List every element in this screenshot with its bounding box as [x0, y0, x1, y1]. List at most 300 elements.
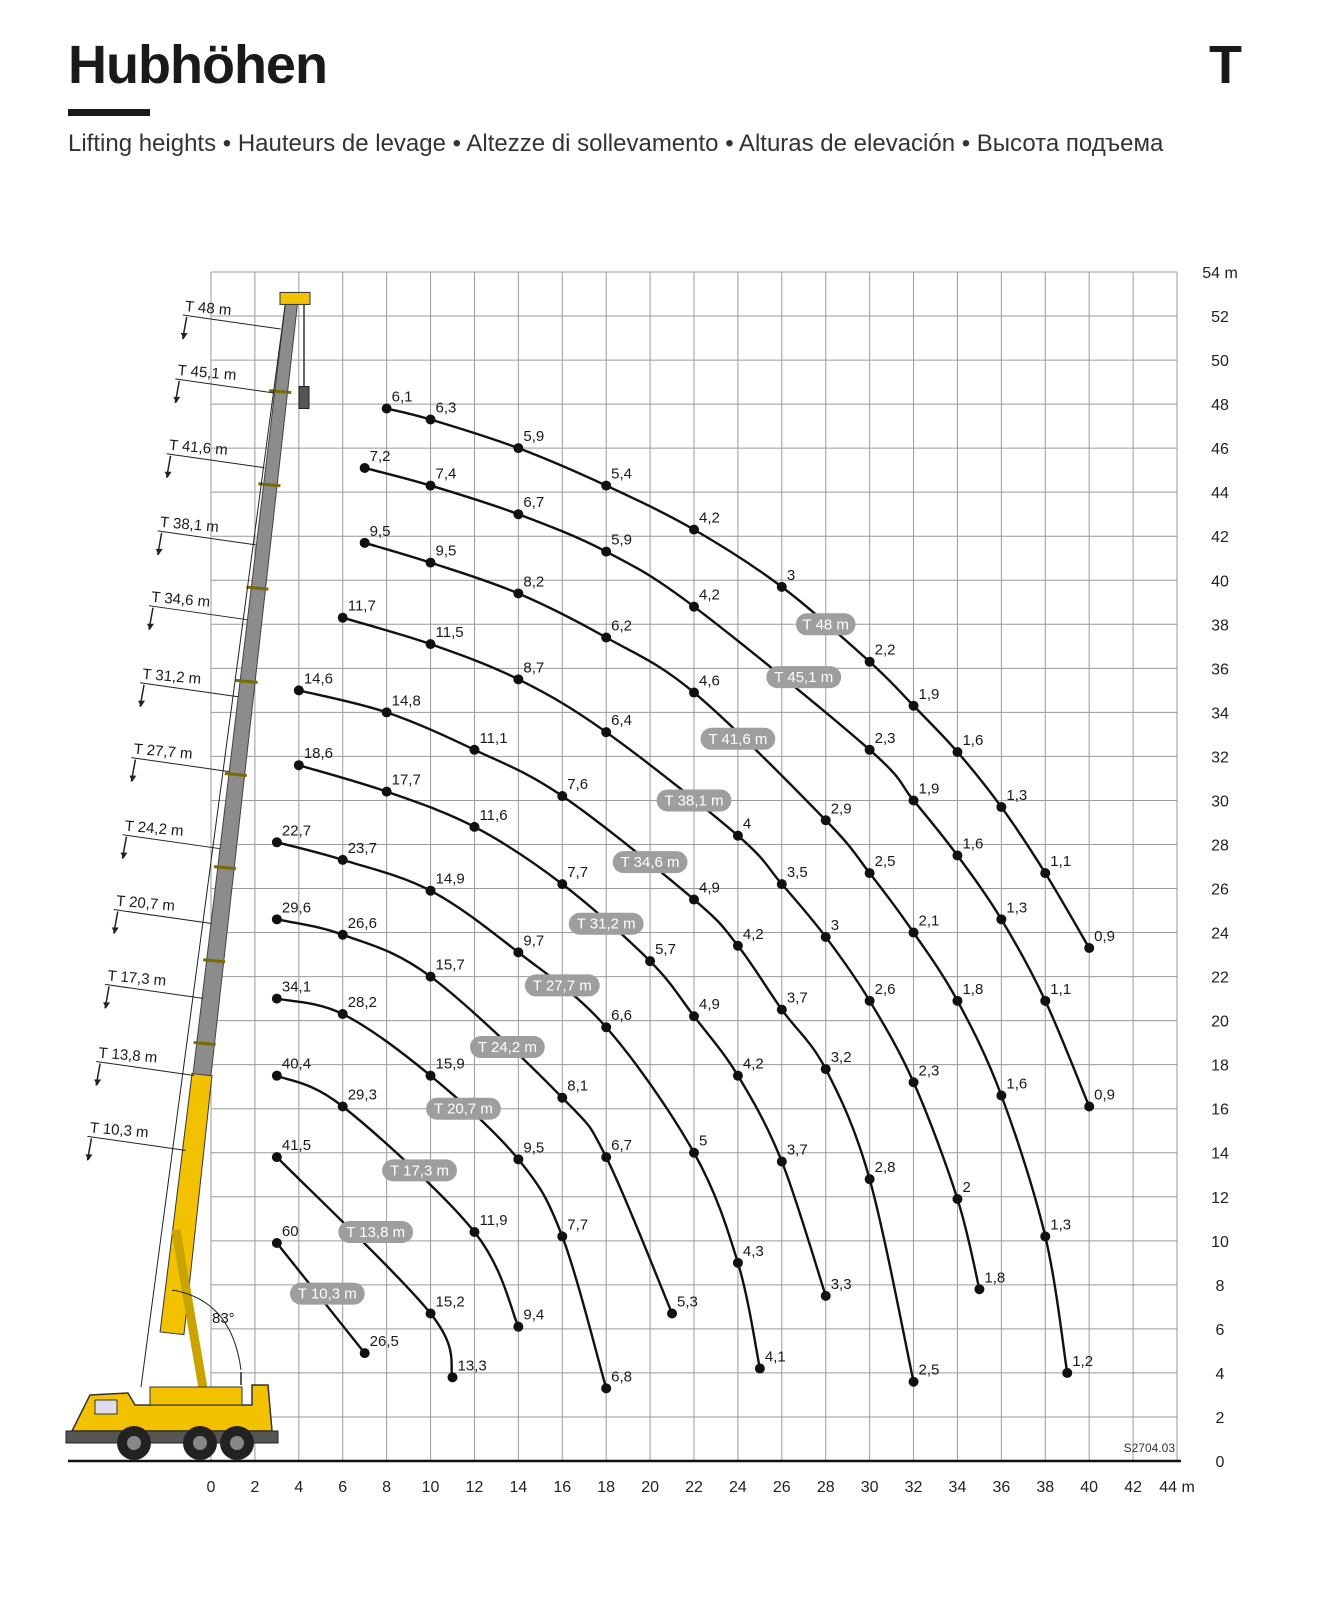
curve-point [777, 1157, 787, 1167]
boom-collar [236, 680, 258, 682]
curve-point [557, 879, 567, 889]
curve-point [777, 582, 787, 592]
curve-point-label: 9,5 [369, 522, 391, 540]
curve-label-text: T 27,7 m [532, 977, 592, 995]
curve-point-label: 26,5 [369, 1333, 399, 1351]
y-tick-label: 30 [1211, 793, 1229, 811]
curve-point [667, 1308, 677, 1318]
y-tick-label: 16 [1211, 1101, 1229, 1119]
x-tick-label: 10 [421, 1479, 440, 1496]
curve-point-label: 1,9 [918, 780, 940, 798]
curve-point [909, 928, 919, 938]
curve-point [1084, 943, 1094, 953]
x-tick-label: 22 [685, 1479, 703, 1496]
curve-label-text: T 13,8 m [346, 1224, 406, 1242]
curve-label-text: T 17,3 m [390, 1162, 450, 1180]
y-tick-label: 4 [1215, 1365, 1225, 1383]
curve-point [338, 613, 348, 623]
curve-line [277, 1157, 453, 1377]
boom-head [280, 292, 310, 304]
curve-point [952, 747, 962, 757]
curve-point-label: 5,9 [523, 428, 545, 446]
curve-point-label: 3,7 [786, 989, 808, 1007]
curve-point-label: 9,5 [523, 1139, 545, 1157]
curve-point-label: 29,6 [281, 899, 312, 917]
curve-point-label: 4,2 [742, 1055, 764, 1073]
boom-length-label: T 48 m [184, 298, 233, 320]
curve-label-text: T 45,1 m [774, 669, 834, 687]
wheel-hub [127, 1436, 141, 1450]
curve-point [448, 1372, 458, 1382]
curve-point-label: 2,8 [874, 1159, 896, 1177]
boom-length-label: T 45,1 m [176, 361, 238, 385]
curve-point [1084, 1102, 1094, 1112]
curve-line [365, 465, 1089, 1107]
y-tick-label: 28 [1211, 837, 1229, 855]
curve-point-label: 11,7 [347, 597, 376, 615]
x-tick-label: 28 [816, 1479, 835, 1496]
chart-axes [68, 265, 1238, 1496]
boom-collar [194, 1043, 216, 1045]
curve-point-label: 5,9 [611, 531, 633, 549]
curve-point-label: 26,6 [347, 914, 377, 932]
curve-point [996, 802, 1006, 812]
curve-point-label: 2,2 [874, 641, 896, 659]
boom-length-arrowhead [85, 1154, 92, 1160]
curve-point-label: 1,3 [1050, 1216, 1072, 1234]
x-tick-label: 6 [338, 1479, 348, 1496]
curve-point-label: 8,7 [523, 659, 545, 677]
curve-label-text: T 48 m [802, 616, 849, 634]
curve-point-label: 6,6 [611, 1007, 633, 1025]
curve-point-label: 1,8 [962, 980, 984, 998]
curve-point-label: 4,3 [742, 1242, 764, 1260]
curve-point-label: 2,3 [918, 1062, 940, 1080]
curve-point-label: 4,2 [699, 586, 720, 604]
curve-point-label: 9,7 [523, 932, 545, 950]
curve-point [426, 558, 436, 568]
curve-point [426, 972, 436, 982]
curve-point-label: 11,6 [479, 806, 508, 824]
y-tick-label: 8 [1215, 1277, 1225, 1295]
curve-point-label: 28,2 [347, 994, 377, 1012]
curve-point-label: 1,9 [918, 685, 940, 703]
curve-label-text: T 38,1 m [664, 792, 724, 810]
curve-point-label: 7,7 [567, 1216, 589, 1234]
curve-point-label: 9,4 [523, 1306, 545, 1324]
hook-block [299, 386, 309, 408]
boom-length-label: T 31,2 m [141, 665, 202, 688]
x-tick-label: 2 [250, 1479, 260, 1496]
curve-point-label: 17,7 [391, 771, 421, 789]
curve-point-label: 14,6 [303, 670, 334, 688]
y-tick-label: 48 [1211, 397, 1229, 415]
curve-point-label: 7,7 [567, 864, 589, 882]
curve-point [755, 1364, 765, 1374]
y-tick-label: 46 [1211, 441, 1229, 459]
y-tick-label: 12 [1211, 1189, 1229, 1207]
curve-point [821, 1291, 831, 1301]
curve-point-label: 6,3 [435, 399, 457, 417]
boom-collar [203, 960, 225, 962]
curve-point [952, 850, 962, 860]
curve-point [645, 956, 655, 966]
curve-point-label: 3,2 [830, 1049, 852, 1067]
curve-point-label: 4,9 [699, 879, 720, 897]
curve-point-label: 8,2 [523, 573, 545, 591]
curve-point [382, 787, 392, 797]
superstructure [150, 1387, 242, 1405]
curve-point-label: 1,1 [1050, 980, 1072, 998]
curve-point-label: 9,5 [435, 542, 457, 560]
curve-point-label: 41,5 [281, 1137, 312, 1155]
boom-length-arrowhead [103, 1002, 110, 1008]
curve-point-label: 1,1 [1050, 853, 1072, 871]
hoist-cable [141, 298, 286, 1387]
curve-point [513, 947, 523, 957]
x-tick-label: 4 [294, 1479, 304, 1496]
curve-label-text: T 10,3 m [297, 1285, 357, 1303]
curve-point [909, 795, 919, 805]
curve-point-label: 2,5 [874, 853, 896, 871]
y-tick-label: 54 m [1202, 265, 1238, 282]
x-tick-label: 12 [465, 1479, 484, 1496]
curve-point-label: 1,8 [984, 1269, 1006, 1287]
curve-point [1040, 996, 1050, 1006]
curve-point-label: 11,5 [435, 624, 464, 642]
curve-point [272, 994, 282, 1004]
curve-point [952, 996, 962, 1006]
curve-point [689, 895, 699, 905]
chart-curve-labels [290, 613, 856, 1304]
curve-point-label: 6,4 [611, 712, 633, 730]
curve-point-label: 3,3 [830, 1275, 852, 1293]
curve-point [974, 1284, 984, 1294]
curve-point-label: 40,4 [281, 1055, 312, 1073]
x-tick-label: 42 [1124, 1479, 1142, 1496]
curve-point-label: 2 [962, 1178, 971, 1196]
y-tick-label: 2 [1215, 1409, 1225, 1427]
y-tick-label: 20 [1211, 1013, 1229, 1031]
boom-length-label: T 20,7 m [115, 892, 176, 915]
x-tick-label: 0 [206, 1479, 216, 1496]
curve-point-label: 14,8 [391, 692, 421, 710]
curve-point [909, 1377, 919, 1387]
boom-length-arrowhead [173, 397, 180, 403]
curve-point-label: 29,3 [347, 1086, 377, 1104]
boom-length-arrowhead [94, 1079, 101, 1085]
curve-point-label: 2,3 [874, 729, 896, 747]
curve-point-label: 13,3 [457, 1357, 487, 1375]
drawing-code: S2704.03 [1123, 1441, 1175, 1455]
curve-point-label: 11,9 [479, 1212, 508, 1230]
curve-point [294, 685, 304, 695]
curve-point [689, 602, 699, 612]
boom-collar [246, 587, 268, 589]
curve-label-text: T 20,7 m [434, 1100, 493, 1118]
page-title: Hubhöhen [68, 35, 327, 95]
boom-length-arrowhead [112, 928, 119, 934]
curve-point-label: 2,5 [918, 1361, 940, 1379]
curve-point [469, 1227, 479, 1237]
curve-point [865, 1174, 875, 1184]
curve-point-label: 0,9 [1094, 927, 1116, 945]
curve-point [821, 932, 831, 942]
curve-point-label: 3 [786, 566, 796, 584]
curve-point-label: 15,7 [435, 956, 465, 974]
curve-point [909, 1077, 919, 1087]
curve-point [360, 463, 370, 473]
x-tick-label: 32 [904, 1479, 923, 1496]
curve-point [338, 1102, 348, 1112]
curve-point [865, 996, 875, 1006]
curve-point [513, 588, 523, 598]
curve-point [513, 674, 523, 684]
curve-point-label: 18,6 [303, 745, 334, 763]
curve-point [426, 415, 436, 425]
boom-length-arrowhead [165, 472, 172, 478]
x-tick-label: 20 [641, 1479, 659, 1496]
boom-length-arrowhead [120, 853, 127, 859]
curve-point-label: 5,7 [655, 941, 676, 959]
boom-collar [269, 391, 291, 393]
y-tick-label: 0 [1215, 1454, 1225, 1471]
y-tick-label: 38 [1211, 617, 1229, 635]
curve-point [360, 1348, 370, 1358]
curve-label-text: T 41,6 m [708, 730, 768, 748]
curve-point-label: 7,2 [369, 447, 391, 465]
curve-point [821, 1064, 831, 1074]
curve-point-label: 15,9 [435, 1055, 465, 1073]
curve-point [777, 879, 787, 889]
y-tick-label: 42 [1211, 529, 1229, 547]
wheel-hub [230, 1436, 244, 1450]
subtitle: Lifting heights • Hauteurs de levage • Altezze di sollevamento • Alturas de elevación • Высота подъема [68, 130, 1164, 157]
boom-length-arrowhead [156, 549, 163, 555]
curve-point [513, 443, 523, 453]
boom-collar [214, 867, 236, 869]
curve-point [952, 1194, 962, 1204]
curve-point [426, 639, 436, 649]
curve-point-label: 1,2 [1072, 1352, 1094, 1370]
curve-point [733, 1258, 743, 1268]
curve-point-label: 3,5 [786, 864, 808, 882]
curve-point-label: 14,9 [435, 870, 465, 888]
curve-point [601, 633, 611, 643]
curve-point [821, 815, 831, 825]
curve-point [733, 941, 743, 951]
curve-point [426, 1308, 436, 1318]
curve-point [601, 1152, 611, 1162]
curve-point-label: 22,7 [281, 822, 312, 840]
curve-point-label: 4,2 [699, 509, 720, 527]
x-tick-label: 34 [948, 1479, 967, 1496]
curve-point-label: 6,7 [611, 1137, 633, 1155]
curve-point-label: 4,1 [764, 1348, 786, 1366]
boom-length-label: T 27,7 m [133, 740, 194, 763]
curve-point [557, 1231, 567, 1241]
x-tick-label: 14 [509, 1479, 528, 1496]
curve-point-label: 0,9 [1094, 1086, 1116, 1104]
curve-point [865, 657, 875, 667]
curve-point [1040, 868, 1050, 878]
curve-point [513, 1322, 523, 1332]
curve-point [272, 1071, 282, 1081]
curve-point [513, 509, 523, 519]
curve-point [272, 1152, 282, 1162]
curve-point-label: 4 [742, 815, 752, 833]
x-tick-label: 38 [1036, 1479, 1055, 1496]
curve-point [689, 1148, 699, 1158]
curve-label-text: T 34,6 m [620, 854, 680, 872]
curve-point-label: 2,1 [918, 912, 940, 930]
curve-point [689, 525, 699, 535]
curve-point-label: 6,8 [611, 1368, 633, 1386]
curve-label-text: T 31,2 m [576, 915, 636, 933]
x-tick-label: 8 [382, 1479, 392, 1496]
curve-point [338, 1009, 348, 1019]
curve-point-label: 8,1 [567, 1077, 589, 1095]
curve-point [382, 404, 392, 414]
x-tick-label: 44 m [1159, 1479, 1195, 1496]
wheel-hub [193, 1436, 207, 1450]
curve-point-label: 6,1 [391, 388, 413, 406]
boom-length-label: T 38,1 m [159, 513, 220, 536]
curve-point [909, 701, 919, 711]
curve-point [689, 1011, 699, 1021]
x-tick-label: 18 [597, 1479, 616, 1496]
y-tick-label: 50 [1211, 353, 1229, 371]
boom-length-arrowhead [181, 333, 188, 339]
curve-point-label: 60 [281, 1223, 299, 1241]
curve-point-label: 4,9 [699, 996, 720, 1014]
curve-point-label: 4,6 [699, 672, 720, 690]
curve-point [733, 1071, 743, 1081]
curve-point-label: 3,7 [786, 1141, 808, 1159]
curve-point [426, 886, 436, 896]
curve-point-label: 7,4 [435, 465, 457, 483]
y-tick-label: 6 [1215, 1321, 1225, 1339]
curve-point-label: 6,7 [523, 494, 545, 512]
cab-window [95, 1400, 117, 1414]
curve-point [1062, 1368, 1072, 1378]
x-tick-label: 16 [553, 1479, 572, 1496]
curve-point [513, 1154, 523, 1164]
y-tick-label: 22 [1211, 969, 1229, 987]
boom-length-label: T 17,3 m [106, 967, 167, 990]
curve-point-label: 34,1 [281, 978, 312, 996]
y-tick-label: 40 [1211, 573, 1229, 591]
curve-point [601, 1022, 611, 1032]
x-tick-label: 24 [729, 1479, 747, 1496]
curve-point-label: 5,4 [611, 465, 633, 483]
boom-length-leader [183, 315, 281, 329]
x-tick-label: 26 [772, 1479, 791, 1496]
curve-point [338, 930, 348, 940]
curve-point [382, 707, 392, 717]
curve-point-label: 11,1 [479, 729, 508, 747]
curve-point-label: 5 [699, 1132, 708, 1150]
chart-grid [211, 272, 1177, 1461]
boom-length-label: T 13,8 m [97, 1044, 158, 1067]
curve-point [601, 481, 611, 491]
x-tick-label: 36 [992, 1479, 1011, 1496]
y-tick-label: 52 [1211, 309, 1229, 327]
curve-point [469, 745, 479, 755]
curve-point [272, 914, 282, 924]
curve-point [996, 1090, 1006, 1100]
y-tick-label: 34 [1211, 705, 1229, 723]
curve-point [360, 538, 370, 548]
curve-point-label: 6,2 [611, 617, 633, 635]
boom-length-arrowhead [129, 776, 136, 782]
curve-point [272, 1238, 282, 1248]
curve-point-label: 2,9 [830, 800, 852, 818]
curve-point [689, 688, 699, 698]
boom-length-label: T 34,6 m [150, 588, 211, 611]
curve-point-label: 1,6 [1006, 1075, 1028, 1093]
curve-point [557, 1093, 567, 1103]
curve-line [365, 543, 1068, 1373]
curve-point [865, 745, 875, 755]
curve-point-label: 2,6 [874, 980, 896, 998]
curve-point-label: 7,6 [567, 776, 589, 794]
curve-point [996, 914, 1006, 924]
curve-point [601, 727, 611, 737]
y-tick-label: 18 [1211, 1057, 1229, 1075]
curve-point [1040, 1231, 1050, 1241]
curve-point-label: 4,2 [742, 925, 764, 943]
curve-point-label: 23,7 [347, 839, 377, 857]
x-tick-label: 40 [1080, 1479, 1099, 1496]
curve-point-label: 15,2 [435, 1293, 465, 1311]
curve-point [601, 547, 611, 557]
boom-length-label: T 24,2 m [124, 817, 185, 840]
curve-point [426, 481, 436, 491]
curve-point-label: 1,3 [1006, 899, 1028, 917]
curve-point [733, 831, 743, 841]
curve-point [777, 1005, 787, 1015]
curve-point-label: 1,3 [1006, 787, 1028, 805]
y-tick-label: 36 [1211, 661, 1229, 679]
y-tick-label: 26 [1211, 881, 1229, 899]
series-letter: T [1209, 35, 1242, 95]
curve-point [865, 868, 875, 878]
curve-point [557, 791, 567, 801]
y-tick-label: 44 [1211, 485, 1229, 503]
y-tick-label: 32 [1211, 749, 1229, 767]
y-tick-label: 10 [1211, 1233, 1229, 1251]
boom-length-arrowhead [147, 624, 154, 630]
x-tick-label: 30 [860, 1479, 879, 1496]
curve-point-label: 1,6 [962, 732, 984, 750]
curve-point [272, 837, 282, 847]
boom-length-label: T 10,3 m [89, 1119, 150, 1142]
angle-label: 83° [212, 1310, 235, 1327]
y-tick-label: 14 [1211, 1145, 1229, 1163]
boom-length-label: T 41,6 m [168, 436, 229, 459]
boom-length-arrowhead [138, 701, 145, 707]
curve-point [601, 1383, 611, 1393]
curve-point [469, 822, 479, 832]
boom-collar [225, 773, 247, 775]
curve-point [426, 1071, 436, 1081]
curve-label-text: T 24,2 m [477, 1039, 537, 1057]
curve-point-label: 1,6 [962, 835, 984, 853]
curve-point-label: 3 [830, 916, 840, 934]
curve-point-label: 5,3 [677, 1293, 698, 1311]
curve-point [294, 760, 304, 770]
